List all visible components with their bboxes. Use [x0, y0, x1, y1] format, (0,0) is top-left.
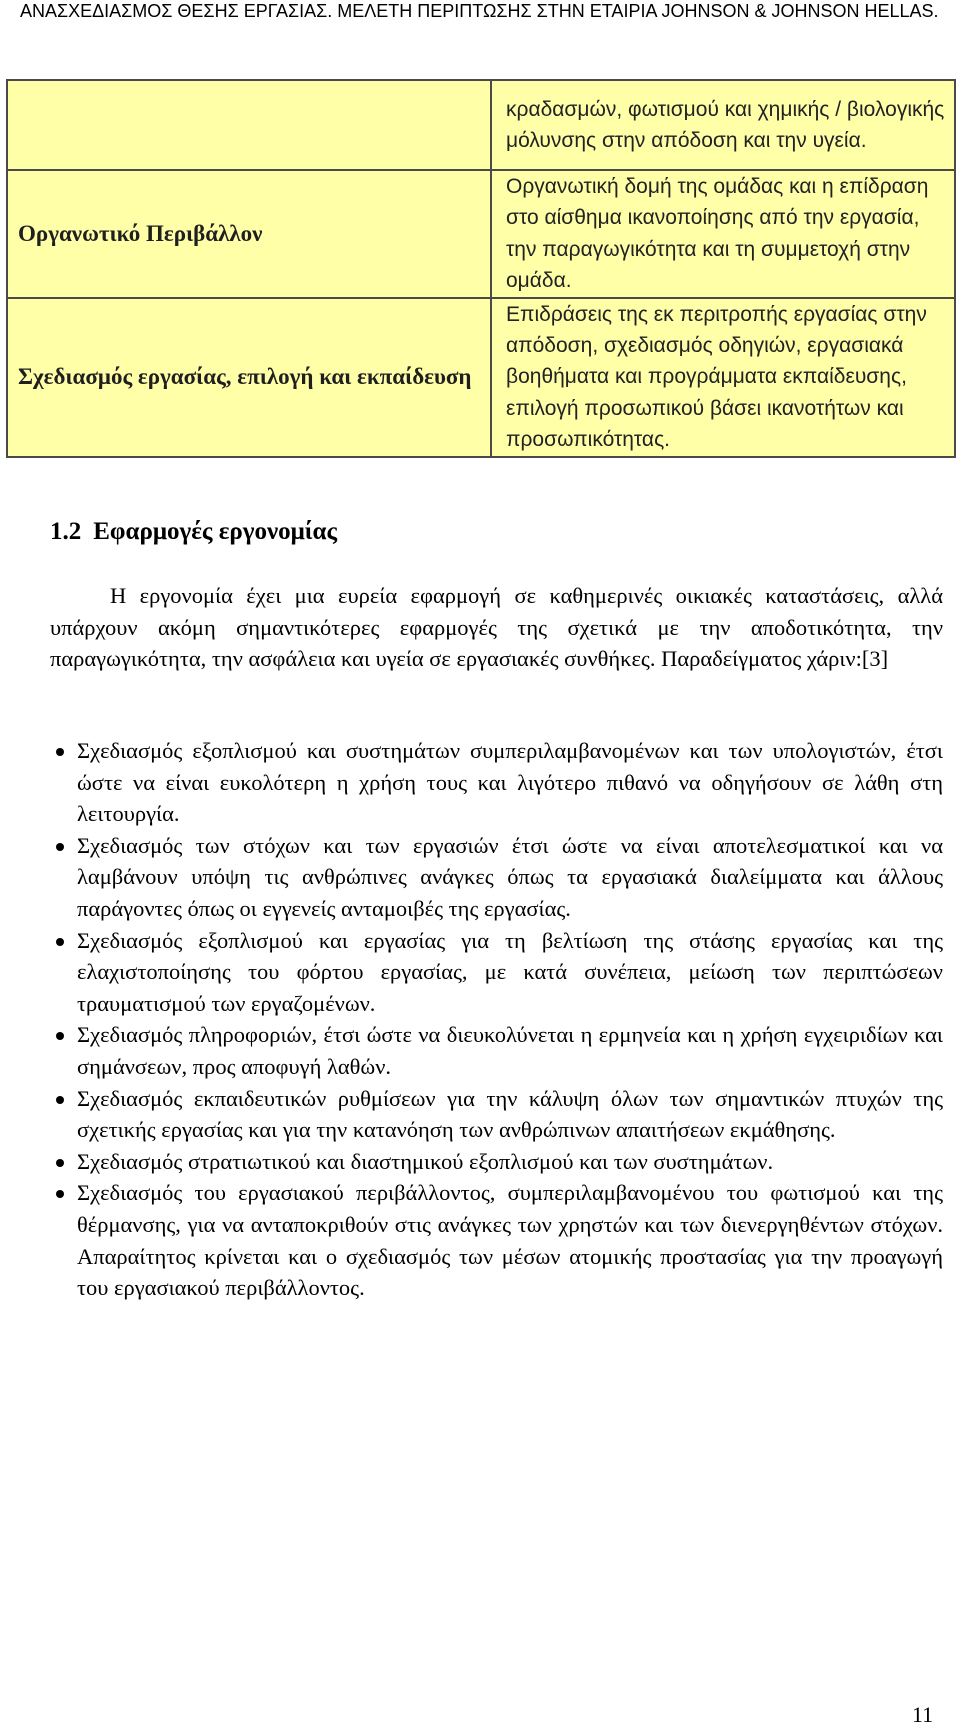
- table-cell-text: Οργανωτική δομή της ομάδας και η επίδραση στο αίσθημα ικανοποίησης από την εργασία, την παραγωγικότητα και τη συμμετοχή στην ομάδα.: [506, 175, 929, 293]
- table-cell-right: [491, 80, 955, 170]
- bullet-icon: [56, 1096, 64, 1104]
- table-cell-text: κραδασμών, φωτισμού και χημικής / βιολογικής μόλυνσης στην απόδοση και την υγεία.: [506, 97, 945, 152]
- list-item-text: Σχεδιασμός στρατιωτικού και διαστημικού εξοπλισμού και των συστημάτων.: [77, 1148, 774, 1174]
- list-item: [50, 925, 943, 1020]
- bullet-icon: [56, 843, 64, 851]
- bullet-icon: [56, 748, 64, 756]
- section-title: Εφαρμογές εργονομίας: [93, 518, 338, 545]
- bullet-icon: [56, 1190, 64, 1198]
- bullet-icon: [56, 1159, 64, 1167]
- list-item-text: Σχεδιασμός των στόχων και των εργασιών έτσι ώστε να είναι αποτελεσματικοί και να λαμβάνουν υπόψη τις ανθρώπινες ανάγκες όπως τα εργασιακά διαλείμματα και άλλους παράγοντες όπως οι εγγενείς ανταμοιβές της εργασίας.: [77, 832, 943, 921]
- page-number: 11: [912, 1702, 934, 1727]
- table-row: [7, 170, 955, 298]
- table-cell-right: [491, 298, 955, 457]
- table-cell-left: [7, 80, 491, 170]
- table-cell-text: Επιδράσεις της εκ περιτροπής εργασίας στην απόδοση, σχεδιασμός οδηγιών, εργασιακά βοηθήματα και προγράμματα εκπαίδευσης, επιλογή προσωπικού βάσει ικανοτήτων και προσωπικότητας.: [506, 302, 927, 452]
- intro-paragraph: Η εργονομία έχει μια ευρεία εφαρμογή σε καθημερινές οικιακές καταστάσεις, αλλά υπάρχουν ακόμη σημαντικότερες εφαρμογές της σχετικά με την αποδοτικότητα, την παραγωγικότητα, την ασφάλεια και υγεία σε εργασιακές συνθήκες. Παραδείγματος χάριν:[3]: [50, 583, 943, 672]
- table-row: [7, 298, 955, 457]
- section-number: 1.2: [50, 518, 82, 545]
- table-row: [7, 80, 955, 170]
- list-item: [50, 830, 943, 925]
- list-item-text: Σχεδιασμός πληροφοριών, έτσι ώστε να διευκολύνεται η ερμηνεία και η χρήση εγχειριδίων και σημάνσεων, προς αποφυγή λαθών.: [77, 1022, 943, 1079]
- table-cell-left: Οργανωτικό Περιβάλλον: [7, 170, 491, 298]
- list-item: [50, 1083, 943, 1146]
- section-heading: [50, 516, 337, 548]
- running-header: ΑΝΑΣΧΕΔΙΑΣΜΟΣ ΘΕΣΗΣ ΕΡΓΑΣΙΑΣ. ΜΕΛΕΤΗ ΠΕΡΙΠΤΩΣΗΣ ΣΤΗΝ ΕΤΑΙΡΙΑ JOHNSON & JOHNSON HELLAS.: [20, 1, 939, 21]
- list-item-text: Σχεδιασμός εξοπλισμού και συστημάτων συμπεριλαμβανομένων και των υπολογιστών, έτσι ώστε να είναι ευκολότερη η χρήση τους και λιγότερο πιθανό να οδηγήσουν σε λάθη στη λειτουργία.: [77, 738, 943, 827]
- table-cell-left: Σχεδιασμός εργασίας, επιλογή και εκπαίδευση: [7, 298, 491, 457]
- list-item: [50, 1019, 943, 1082]
- list-item-text: Σχεδιασμός εξοπλισμού και εργασίας για τη βελτίωση της στάσης εργασίας και της ελαχιστοποίησης του φόρτου εργασίας, με κατά συνέπεια, μείωση των περιπτώσεων τραυματισμού των εργαζομένων.: [77, 927, 943, 1016]
- applications-list: [50, 735, 943, 1304]
- bullet-icon: [56, 1032, 64, 1040]
- list-item: [50, 1146, 943, 1178]
- list-item-text: Σχεδιασμός εκπαιδευτικών ρυθμίσεων για την κάλυψη όλων των σημαντικών πτυχών της σχετικής εργασίας και για την κατανόηση των ανθρώπινων απαιτήσεων εκμάθησης.: [77, 1085, 943, 1143]
- list-item-text: Σχεδιασμός του εργασιακού περιβάλλοντος, συμπεριλαμβανομένου του φωτισμού και της θέρμανσης, για να ανταποκριθούν στις ανάγκες των χρηστών και των διενεργηθέντων στόχων. Απαραίτητος κρίνεται και ο σχεδιασμός των μέσων ατομικής προστασίας για την προαγωγή του εργασιακού περιβάλλοντος.: [77, 1180, 943, 1301]
- ergonomics-domains-table: [6, 79, 956, 458]
- bullet-icon: [56, 938, 64, 946]
- list-item: [50, 735, 943, 830]
- list-item: [50, 1177, 943, 1303]
- table-cell-right: [491, 170, 955, 298]
